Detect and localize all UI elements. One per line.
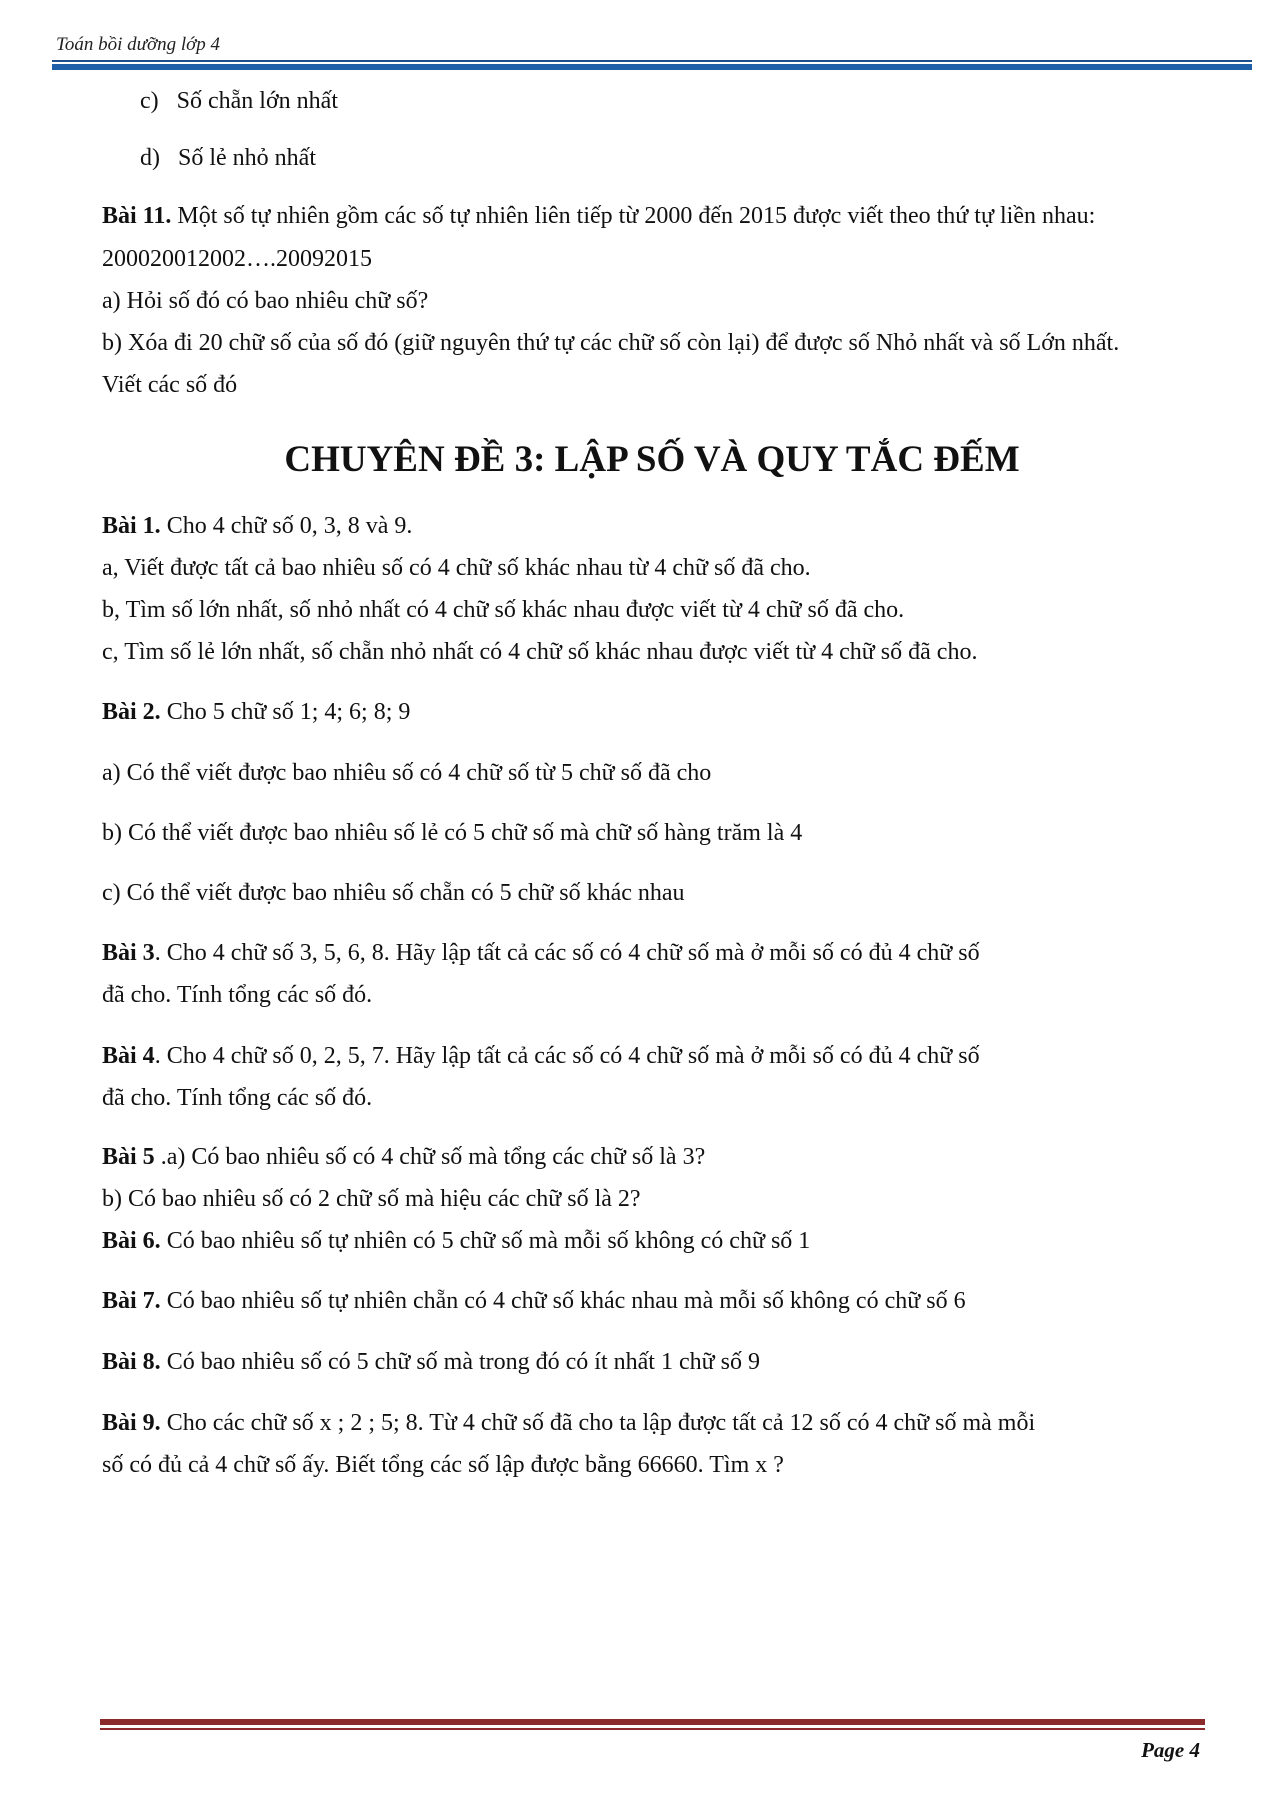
exercise-line: b) Có thể viết được bao nhiêu số lẻ có 5 chữ số mà chữ số hàng trăm là 4 — [102, 820, 803, 846]
exercise-bai9: Bài 9. Cho các chữ số x ; 2 ; 5; 8. Từ 4 chữ số đã cho ta lập được tất cả 12 số có 4 chữ số mà mỗi — [102, 1410, 1036, 1436]
chapter-title: CHUYÊN ĐỀ 3: LẬP SỐ VÀ QUY TẮC ĐẾM — [284, 439, 1020, 480]
exercise-bai1: Bài 1. Cho 4 chữ số 0, 3, 8 và 9. — [102, 513, 413, 539]
header-rule — [52, 60, 1252, 62]
exercise-bai2: Bài 2. Cho 5 chữ số 1; 4; 6; 8; 9 — [102, 699, 411, 725]
exercise-bai8: Bài 8. Có bao nhiêu số có 5 chữ số mà trong đó có ít nhất 1 chữ số 9 — [102, 1349, 760, 1375]
exercise-line: b) Xóa đi 20 chữ số của số đó (giữ nguyên thứ tự các chữ số còn lại) để được số Nhỏ nhất và số Lớn nhất. — [102, 330, 1120, 356]
exercise-line: đã cho. Tính tổng các số đó. — [102, 982, 373, 1008]
exercise-line: a) Hỏi số đó có bao nhiêu chữ số? — [102, 288, 429, 314]
page-number: Page 4 — [1141, 1738, 1200, 1762]
exercise-bai11: Bài 11. Một số tự nhiên gồm các số tự nhiên liên tiếp từ 2000 đến 2015 được viết theo thứ tự liền nhau: — [102, 203, 1096, 229]
exercise-line: đã cho. Tính tổng các số đó. — [102, 1085, 373, 1111]
exercise-bai3: Bài 3. Cho 4 chữ số 3, 5, 6, 8. Hãy lập tất cả các số có 4 chữ số mà ở mỗi số có đủ 4 chữ số — [102, 940, 980, 966]
header-rule-thick — [52, 64, 1252, 70]
exercise-line: số có đủ cả 4 chữ số ấy. Biết tổng các số lập được bằng 66660. Tìm x ? — [102, 1452, 784, 1478]
exercise-line: a) Có thể viết được bao nhiêu số có 4 chữ số từ 5 chữ số đã cho — [102, 760, 712, 786]
footer-rule — [100, 1728, 1205, 1730]
exercise-line: c, Tìm số lẻ lớn nhất, số chẵn nhỏ nhất có 4 chữ số khác nhau được viết từ 4 chữ số đã cho. — [102, 639, 978, 665]
exercise-line: b) Có bao nhiêu số có 2 chữ số mà hiệu các chữ số là 2? — [102, 1186, 641, 1212]
header-title: Toán bồi dưỡng lớp 4 — [56, 34, 221, 55]
exercise-line: Viết các số đó — [102, 372, 238, 398]
exercise-bai6: Bài 6. Có bao nhiêu số tự nhiên có 5 chữ số mà mỗi số không có chữ số 1 — [102, 1228, 811, 1254]
footer-rule-thick — [100, 1719, 1205, 1725]
exercise-line: b, Tìm số lớn nhất, số nhỏ nhất có 4 chữ số khác nhau được viết từ 4 chữ số đã cho. — [102, 597, 905, 623]
list-item: c) Số chẵn lớn nhất — [140, 88, 338, 114]
exercise-line: a, Viết được tất cả bao nhiêu số có 4 chữ số khác nhau từ 4 chữ số đã cho. — [102, 555, 811, 581]
exercise-bai5: Bài 5 .a) Có bao nhiêu số có 4 chữ số mà tổng các chữ số là 3? — [102, 1144, 706, 1170]
exercise-bai7: Bài 7. Có bao nhiêu số tự nhiên chẵn có 4 chữ số khác nhau mà mỗi số không có chữ số 6 — [102, 1288, 966, 1314]
list-item: d) Số lẻ nhỏ nhất — [140, 145, 316, 171]
exercise-bai4: Bài 4. Cho 4 chữ số 0, 2, 5, 7. Hãy lập tất cả các số có 4 chữ số mà ở mỗi số có đủ 4 chữ số — [102, 1043, 980, 1069]
exercise-line: c) Có thể viết được bao nhiêu số chẵn có 5 chữ số khác nhau — [102, 880, 685, 906]
exercise-line: 200020012002….20092015 — [102, 246, 372, 272]
